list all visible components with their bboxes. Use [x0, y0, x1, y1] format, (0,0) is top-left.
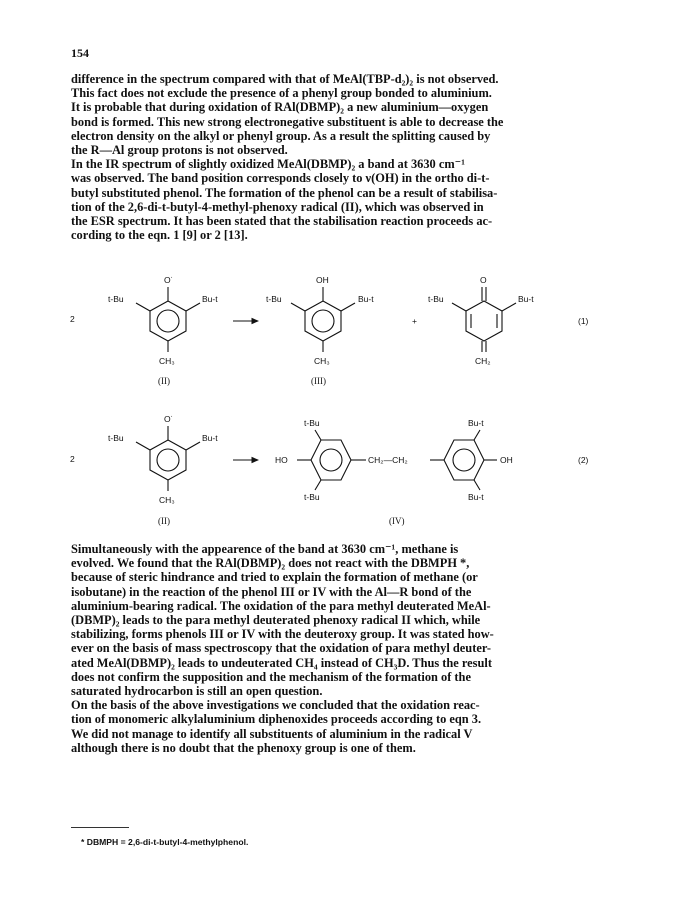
text-line: bond is formed. This new strong electronegative substituent is able to decrease the — [71, 114, 504, 129]
right-hydroxyl: OH — [500, 455, 513, 465]
text-line: ever on the basis of mass spectroscopy that the oxidation of para methyl deuter- — [71, 641, 491, 656]
equation-number: (1) — [578, 316, 589, 326]
text-line: evolved. We found that the RAl(DBMP)₂ does not react with the DBMPH *, — [71, 556, 470, 571]
top-left-substituent: t-Bu — [304, 418, 320, 428]
aromatic-circle-icon — [453, 449, 475, 471]
text-line: ated MeAl(DBMP)₂ leads to undeuterated CH₄ instead of CH₃D. Thus the result — [71, 655, 492, 670]
text-line: butyl substituted phenol. The formation of the phenol can be a result of stabilisa- — [71, 185, 498, 200]
left-substituent: t-Bu — [108, 294, 124, 304]
plus-sign: + — [412, 316, 417, 326]
equation-1 — [70, 275, 589, 386]
text-line: does not confirm the supposition and the mechanism of the formation of the — [71, 669, 471, 684]
text-line: It is probable that during oxidation of RAl(DBMP)₂ a new aluminium—oxygen — [71, 100, 489, 115]
text-line: This fact does not exclude the presence of a phenyl group bonded to aluminium. — [71, 86, 492, 101]
eq1-coefficient: 2 — [70, 314, 75, 324]
aromatic-circle-icon — [312, 310, 334, 332]
text-line: Simultaneously with the appearence of the band at 3630 cm⁻¹, methane is — [71, 542, 459, 556]
eq2-coefficient: 2 — [70, 454, 75, 464]
bottom-left-substituent: t-Bu — [304, 492, 320, 502]
text-line: In the IR spectrum of slightly oxidized MeAl(DBMP)₂ a band at 3630 cm⁻¹ — [71, 157, 465, 172]
bottom-substituent: CH₃ — [159, 495, 175, 505]
eq2-product-IV — [275, 418, 513, 526]
text-line: saturated hydrocarbon is still an open question. — [71, 684, 323, 699]
eq1-quinone-methide — [428, 275, 534, 366]
aromatic-circle-icon — [320, 449, 342, 471]
text-line: because of steric hindrance and tried to explain the formation of methane (or — [71, 570, 478, 585]
page-number: 154 — [71, 46, 89, 60]
hydroxyl-group: OH — [316, 275, 329, 285]
eq1-phenol-III — [266, 275, 374, 386]
bottom-substituent: CH₂ — [475, 356, 491, 366]
text-line: was observed. The band position corresponds closely to ν(OH) in the ortho di-t- — [71, 171, 490, 186]
carbonyl-oxygen: O — [480, 275, 487, 285]
right-substituent: Bu-t — [202, 294, 218, 304]
eq2-radical-II — [108, 414, 218, 526]
left-hydroxyl: HO — [275, 455, 288, 465]
text-line: the ESR spectrum. It has been stated that the stabilisation reaction proceeds ac- — [71, 214, 493, 229]
compound-label: (IV) — [389, 516, 405, 526]
aromatic-circle-icon — [157, 449, 179, 471]
compound-label: (III) — [311, 376, 326, 386]
aromatic-circle-icon — [157, 310, 179, 332]
right-substituent: Bu-t — [358, 294, 374, 304]
equation-number: (2) — [578, 455, 589, 465]
radical-oxygen: O˙ — [164, 414, 174, 424]
text-line: although there is no doubt that the phenoxy group is one of them. — [71, 740, 416, 755]
benzene-ring-icon — [444, 440, 484, 480]
text-line: On the basis of the above investigations we concluded that the oxidation reac- — [71, 698, 480, 713]
eq1-radical-II — [108, 275, 218, 386]
text-line: tion of monomeric alkylaluminium diphenoxides proceeds according to eqn 3. — [71, 712, 482, 727]
text-line: We did not manage to identify all substituents of aluminium in the radical V — [71, 726, 473, 741]
right-substituent: Bu-t — [518, 294, 534, 304]
text-line: stabilizing, forms phenols III or IV with the deuteroxy group. It was stated how- — [71, 627, 494, 642]
text-line: electron density on the alkyl or phenyl group. As a result the splitting caused by — [71, 128, 491, 143]
body-paragraph-2 — [71, 542, 601, 755]
text-line: isobutane) in the reaction of the phenol III or IV with the Al—R bond of the — [71, 584, 472, 599]
text-line: cording to the eqn. 1 [9] or 2 [13]. — [71, 228, 248, 243]
benzene-ring-icon — [305, 301, 341, 341]
compound-label: (II) — [158, 516, 170, 526]
benzene-ring-icon — [150, 301, 186, 341]
left-substituent: t-Bu — [428, 294, 444, 304]
left-substituent: t-Bu — [108, 433, 124, 443]
compound-label: (II) — [158, 376, 170, 386]
benzene-ring-icon — [150, 440, 186, 480]
text-line: aluminium-bearing radical. The oxidation of the para methyl deuterated MeAl- — [71, 598, 491, 613]
right-substituent: Bu-t — [202, 433, 218, 443]
text-line: difference in the spectrum compared with that of MeAl(TBP-d₂)₂ is not observed. — [71, 72, 499, 86]
ethylene-bridge: CH₂—CH₂ — [368, 455, 408, 465]
radical-oxygen: O˙ — [164, 275, 174, 285]
bottom-substituent: CH₃ — [314, 356, 330, 366]
left-substituent: t-Bu — [266, 294, 282, 304]
benzene-ring-icon — [311, 440, 351, 480]
equation-2 — [70, 414, 589, 526]
text-line: (DBMP)₂ leads to the para methyl deuterated phenoxy radical II which, while — [71, 613, 481, 628]
footnote-divider — [71, 827, 129, 828]
top-right-substituent: Bu-t — [468, 418, 484, 428]
bottom-substituent: CH₃ — [159, 356, 175, 366]
bottom-right-substituent: Bu-t — [468, 492, 484, 502]
footnote: * DBMPH = 2,6-di-t-butyl-4-methylphenol. — [81, 837, 249, 847]
text-line: the R—Al group protons is not observed. — [71, 143, 288, 158]
text-line: tion of the 2,6-di-t-butyl-4-methyl-phenoxy radical (II), which was observed in — [71, 199, 484, 214]
